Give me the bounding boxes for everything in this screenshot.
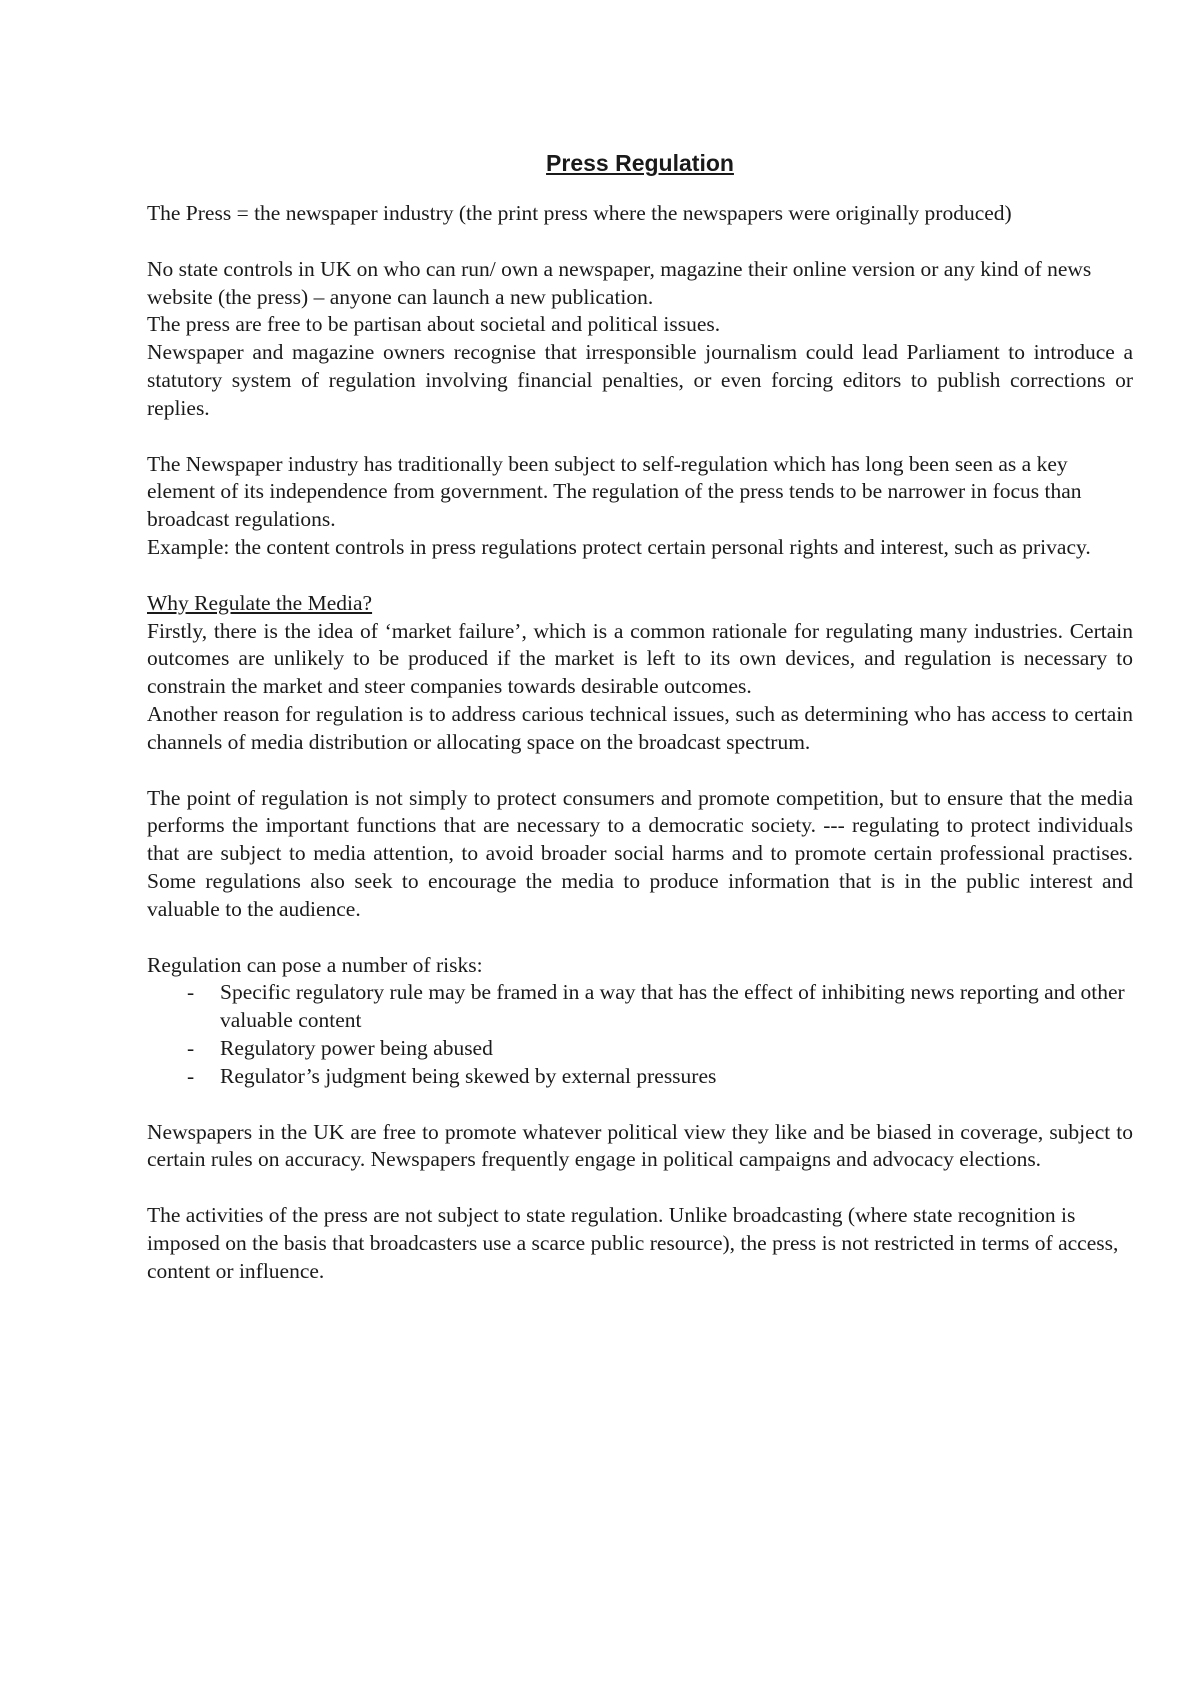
paragraph-no-state-controls: No state controls in UK on who can run/ own a newspaper, magazine their online version or any kind of news website (the press) – anyone can launch a new publication. [147,256,1092,309]
paragraph-risks-intro: Regulation can pose a number of risks: [147,952,483,977]
paragraph-example: Example: the content controls in press regulations protect certain personal rights and interest, such as privacy. [147,534,1091,559]
paragraph-spacer [147,423,1133,451]
paragraph-market-failure: Firstly, there is the idea of ‘market failure’, which is a common rationale for regulating many industries. Certain outcomes are unlikely to be produced if the market is left to its own devices, and regulation is necessary to constrain the market and steer companies towards desirable outcomes. [147,618,1133,699]
paragraph-point-of-regulation: The point of regulation is not simply to protect consumers and promote competition, but to ensure that the media performs the important functions that are necessary to a democratic society. --- regulating to protect individuals that are subject to media attention, to avoid broader social harms and to promote certain professional practises. Some regulations also seek to encourage the media to produce information that is in the public interest and valuable to the audience. [147,785,1133,921]
paragraph-owners-recognise: Newspaper and magazine owners recognise that irresponsible journalism could lead Parliament to introduce a statutory system of regulation involving financial penalties, or even forcing editors to publish corrections or replies. [147,340,1133,420]
list-item [147,979,1133,1035]
paragraph-spacer [147,1091,1133,1119]
paragraph-spacer [147,228,1133,256]
paragraph-spacer [147,924,1133,952]
paragraph-spacer [147,562,1133,590]
paragraph-political-view: Newspapers in the UK are free to promote whatever political view they like and be biased in coverage, subject to certain rules on accuracy. Newspapers frequently engage in political campaigns and advocacy elections. [147,1119,1133,1172]
paragraph-not-state-regulated: The activities of the press are not subject to state regulation. Unlike broadcasting (where state recognition is imposed on the basis that broadcasters use a scarce public resource), the press is not restricted in terms of access, content or influence. [147,1203,1119,1283]
document-body [147,148,1133,1286]
list-item-text: Specific regulatory rule may be framed in a way that has the effect of inhibiting news reporting and other valuable content [220,980,1125,1033]
list-bullet: - [187,980,195,1005]
list-item-text: Regulator’s judgment being skewed by external pressures [220,1063,717,1088]
list-item [147,1063,1133,1091]
list-bullet: - [187,1035,195,1060]
paragraph-self-regulation: The Newspaper industry has traditionally been subject to self-regulation which has long been seen as a key element of its independence from government. The regulation of the press tends to be narrower in focus than broadcast regulations. [147,451,1082,532]
list-bullet: - [187,1063,195,1088]
paragraph-press-definition: The Press = the newspaper industry (the print press where the newspapers were originally produced) [147,201,1012,225]
list-item-text: Regulatory power being abused [220,1035,493,1060]
section-heading-why-regulate: Why Regulate the Media? [147,590,373,615]
paragraph-spacer [147,1174,1133,1202]
paragraph-spacer [147,757,1133,785]
paragraph-partisan: The press are free to be partisan about societal and political issues. [147,312,721,337]
risks-list [147,979,1133,1090]
paragraph-technical-issues: Another reason for regulation is to address carious technical issues, such as determining who has access to certain channels of media distribution or allocating space on the broadcast spectrum. [147,701,1133,754]
page-title: Press Regulation [546,150,734,176]
list-item [147,1035,1133,1063]
